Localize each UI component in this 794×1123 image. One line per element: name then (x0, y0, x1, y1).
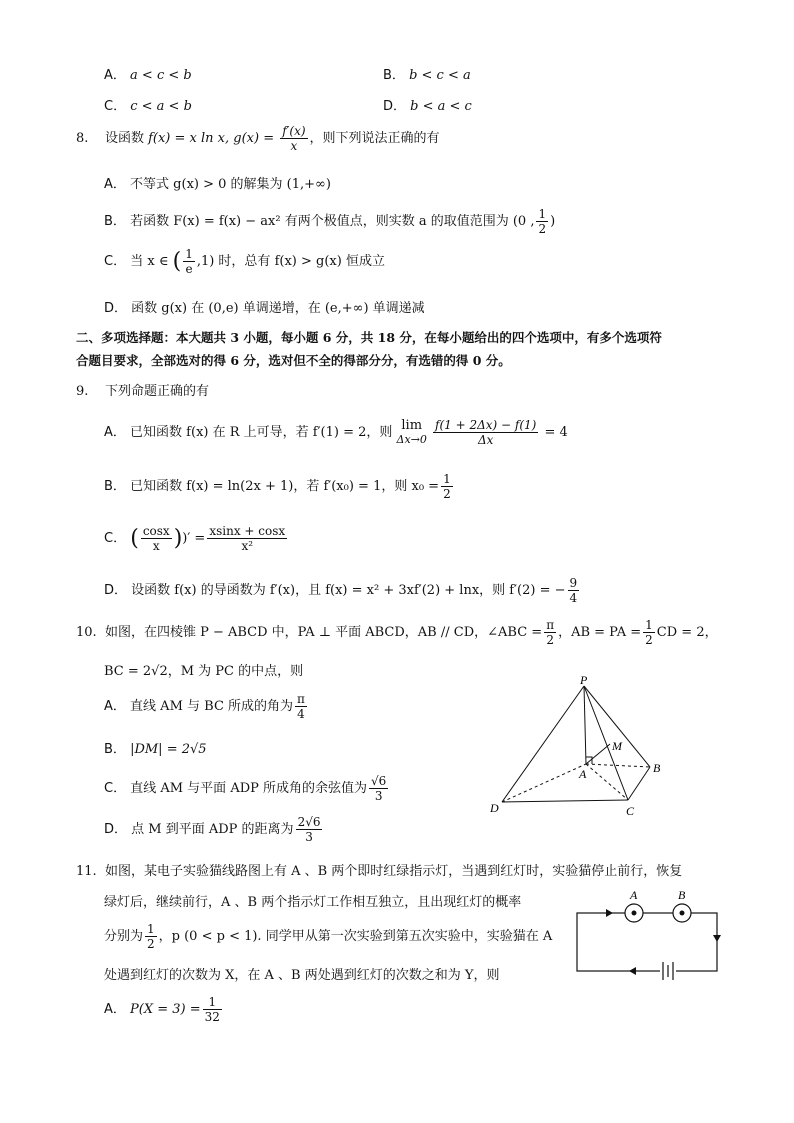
q9-option-a: A． 已知函数 f(x) 在 R 上可导，若 f′(1) = 2，则 lim Δx→0 $\frac{f(1 + 2\Delta x) - f(1)}{\Delta x}$ = 4 (104, 417, 568, 447)
section2-line2: 合题目要求，全部选对的得 6 分，选对但不全的得部分分，有选错的得 0 分。 (76, 353, 511, 368)
label-M: M (612, 739, 622, 753)
q11-option-a: A． P(X = 3) = $\frac{1}{32}$ (104, 995, 220, 1024)
label-C: C (626, 804, 635, 818)
pyramid-figure (480, 672, 680, 822)
q10-stem-line1: 10. 如图，在四棱锥 P − ABCD 中，PA ⊥ 平面 ABCD，AB // CD，∠ABC = $\frac{\pi}{2}$ ，AB = PA = $\frac{1}{2}$ CD = 2， (76, 618, 718, 647)
q11-line4: 处遇到红灯的次数为 X，在 A 、B 两处遇到红灯的次数之和为 Y，则 (104, 968, 500, 983)
q7-option-d: D． b < a < c (383, 99, 472, 114)
q9-option-b: B． 已知函数 f(x) = ln(2x + 1)，若 f′(x₀) = 1，则 x₀ = $\frac{1}{2}$ (104, 472, 451, 501)
q8-option-c: C． 当 x ∈ ( $\frac{1}{e}$ ,1) 时，总有 f(x) > g(x) 恒成立 (104, 247, 385, 276)
label-A: A (579, 767, 587, 781)
q9-stem: 9. 下列命题正确的有 (76, 384, 209, 399)
q8-option-a: A． 不等式 g(x) > 0 的解集为 (1,+∞) (104, 177, 331, 192)
q8-option-d: D． 函数 g(x) 在 (0,e) 单调递增，在 (e,+∞) 单调递减 (104, 301, 425, 316)
lamp-a-label: A (630, 888, 638, 902)
q10-option-a: A． 直线 AM 与 BC 所成的角为 $\frac{\pi}{4}$ (104, 692, 305, 721)
label-B: B (653, 761, 661, 775)
q7-option-b: B． b < c < a (383, 68, 471, 83)
q8-stem: 8. 设函数 f(x) = x ln x, g(x) = $\frac{f'(x)}{x}$ ，则下列说法正确的有 (76, 124, 440, 153)
q7-option-c: C． c < a < b (104, 99, 192, 114)
q10-option-c: C． 直线 AM 与平面 ADP 所成角的余弦值为 $\frac{√6}{3}$ (104, 774, 387, 803)
q9-option-d: D． 设函数 f(x) 的导函数为 f′(x)，且 f(x) = x² + 3xf′(2) + lnx，则 f′(2) = − $\frac{9}{4}$ (104, 576, 578, 605)
label-P: P (580, 673, 588, 687)
q7-option-a: A． a < c < b (104, 68, 192, 83)
q8-option-b: B． 若函数 F(x) = f(x) − ax² 有两个极值点，则实数 a 的取值范围为 (0 , $\frac{1}{2}$ ) (104, 207, 556, 236)
q10-option-d: D． 点 M 到平面 ADP 的距离为 $\frac{2√6}{3}$ (104, 815, 321, 844)
circuit-figure (568, 885, 728, 980)
q10-stem-line2: BC = 2√2，M 为 PC 的中点，则 (104, 664, 304, 679)
q9-option-c: C． ( $\frac{\cos x}{x}$ ))′ = $\frac{xsinx + \cos x}{\text{x²}}$ (104, 524, 286, 553)
q11-line1: 11. 如图，某电子实验猫线路图上有 A 、B 两个即时红绿指示灯，当遇到红灯时，实验猫停止前行，恢复 (76, 864, 683, 879)
q11-line3: 分别为 $\frac{1}{2}$ ，p (0 < p < 1). 同学甲从第一次实验到第五次实验中，实验猫在 A (104, 922, 553, 951)
q11-line2: 绿灯后，继续前行，A 、B 两个指示灯工作相互独立，且出现红灯的概率 (104, 895, 522, 910)
lamp-b-label: B (678, 888, 686, 902)
label-D: D (490, 801, 499, 815)
q10-option-b: B． |DM| = 2√5 (104, 742, 207, 757)
section2-line1: 二、多项选择题：本大题共 3 小题，每小题 6 分，共 18 分，在每小题给出的四个选项中，有多个选项符 (76, 330, 662, 345)
